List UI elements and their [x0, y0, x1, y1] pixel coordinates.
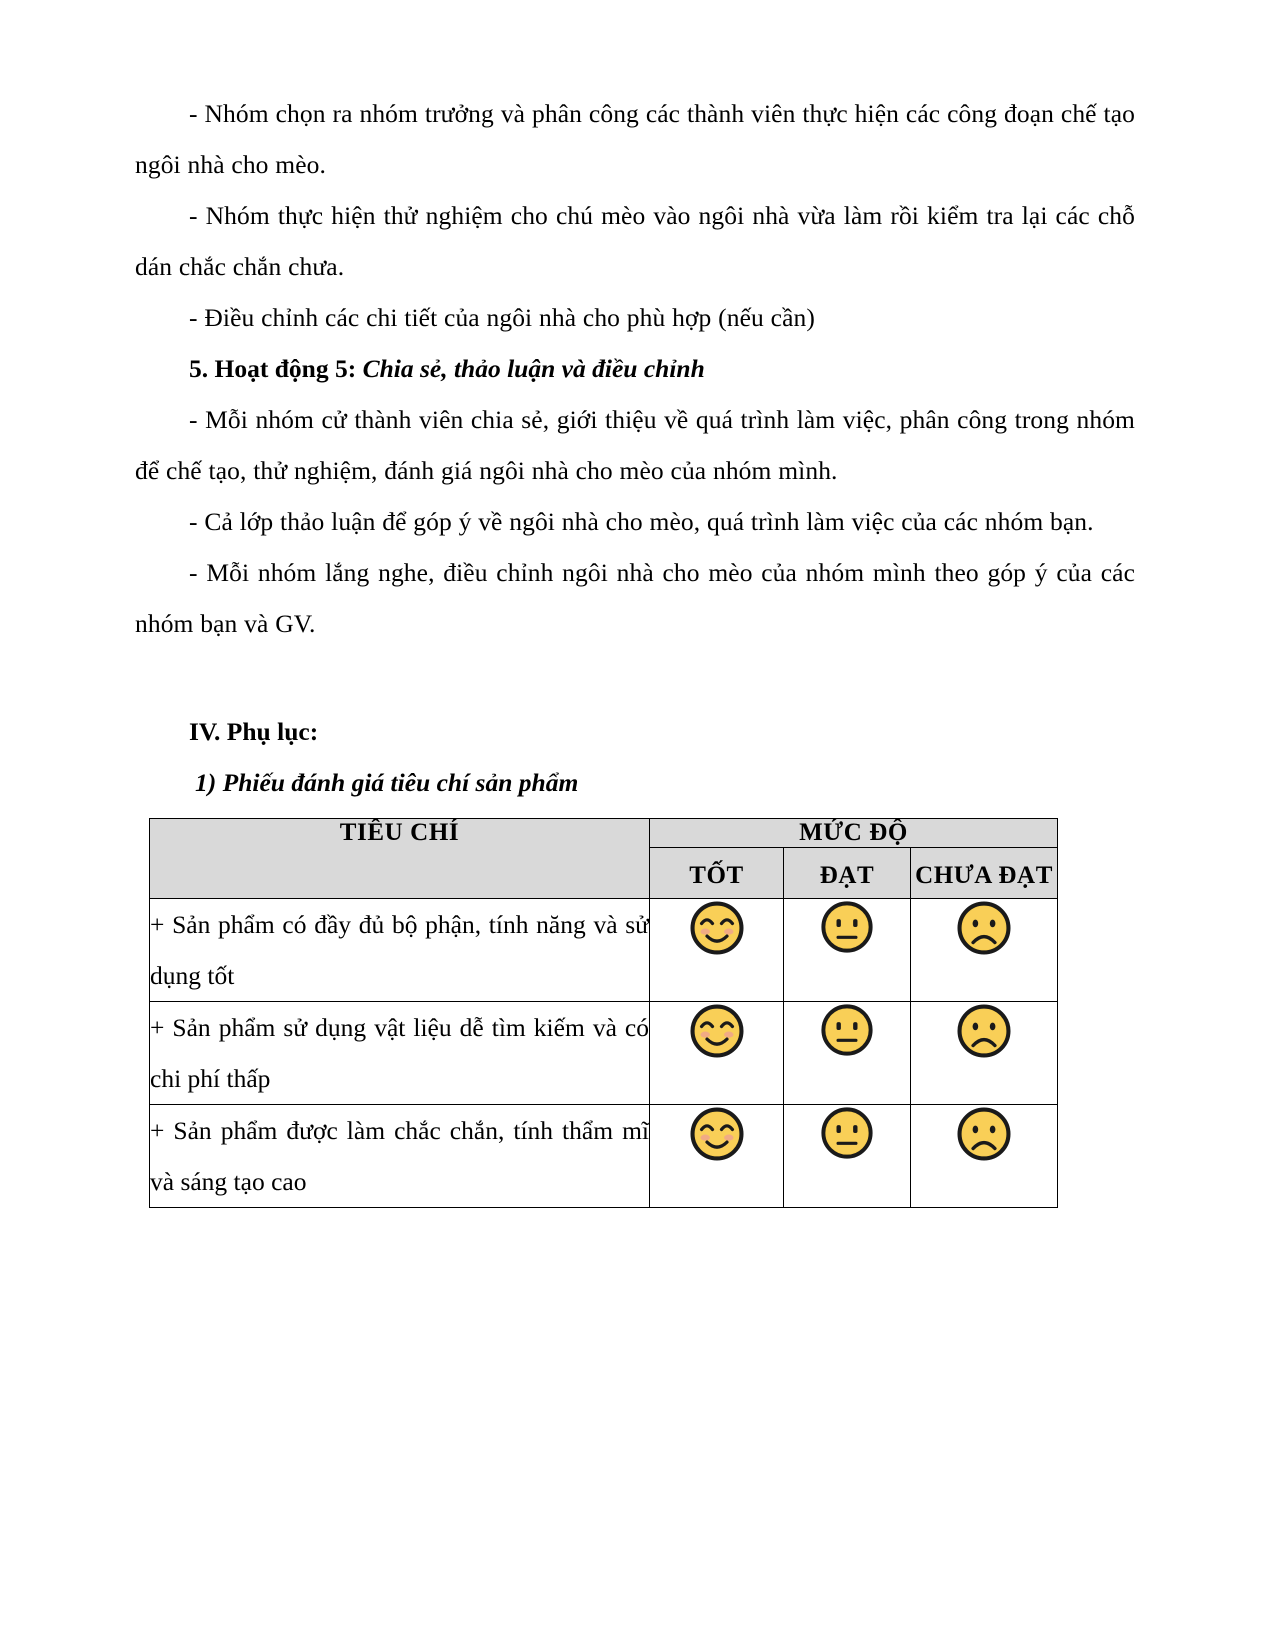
header-level-chua-dat: CHƯA ĐẠT: [911, 848, 1058, 899]
rating-cell-chua-dat[interactable]: [911, 899, 1058, 1002]
smiling-face-icon[interactable]: [650, 1002, 783, 1060]
table-row: [150, 899, 1058, 1002]
rating-cell-chua-dat[interactable]: [911, 1105, 1058, 1208]
activity-5-title: Chia sẻ, thảo luận và điều chỉnh: [362, 354, 705, 383]
criteria-cell: + Sản phẩm có đầy đủ bộ phận, tính năng và sử dụng tốt: [150, 899, 650, 1002]
paragraph-share-introduce: - Mỗi nhóm cử thành viên chia sẻ, giới thiệu về quá trình làm việc, phân công trong nhóm để chế tạo, thử nghiệm, đánh giá ngôi nhà cho mèo của nhóm mình.: [135, 405, 1135, 485]
product-criteria-rubric-table: [149, 818, 1058, 1208]
rating-cell-tot[interactable]: [650, 1002, 784, 1105]
header-criteria: TIÊU CHÍ: [150, 819, 650, 899]
paragraph-adjust-details: - Điều chỉnh các chi tiết của ngôi nhà cho phù hợp (nếu cần): [189, 303, 815, 332]
activity-5-heading: [135, 343, 1135, 394]
paragraph-testing: - Nhóm thực hiện thử nghiệm cho chú mèo vào ngôi nhà vừa làm rồi kiểm tra lại các chỗ dán chắc chắn chưa.: [135, 201, 1135, 281]
paragraph-group-assignment: - Nhóm chọn ra nhóm trưởng và phân công các thành viên thực hiện các công đoạn chế tạo ngôi nhà cho mèo.: [135, 99, 1135, 179]
rating-cell-dat[interactable]: [784, 1105, 911, 1208]
rubric-table-head: [150, 819, 1058, 899]
rating-cell-tot[interactable]: [650, 899, 784, 1002]
table-row: [150, 1105, 1058, 1208]
activity-5-number-label: 5. Hoạt động 5:: [189, 354, 363, 383]
section-spacer: [135, 649, 1135, 706]
rubric-header-row-top: [150, 819, 1058, 848]
frowning-face-icon[interactable]: [911, 1105, 1057, 1163]
rubric-table-body: [150, 899, 1058, 1208]
rating-cell-dat[interactable]: [784, 899, 911, 1002]
neutral-face-icon[interactable]: [784, 1002, 910, 1058]
smiling-face-icon[interactable]: [650, 899, 783, 957]
neutral-face-icon[interactable]: [784, 899, 910, 955]
frowning-face-icon[interactable]: [911, 1002, 1057, 1060]
neutral-face-icon[interactable]: [784, 1105, 910, 1161]
paragraph-listen-adjust: - Mỗi nhóm lắng nghe, điều chỉnh ngôi nhà cho mèo của nhóm mình theo góp ý của các nhóm bạn và GV.: [135, 558, 1135, 638]
criteria-cell: + Sản phẩm được làm chắc chắn, tính thẩm mĩ và sáng tạo cao: [150, 1105, 650, 1208]
criteria-cell: + Sản phẩm sử dụng vật liệu dễ tìm kiếm và có chi phí thấp: [150, 1002, 650, 1105]
paragraph-class-discussion: - Cả lớp thảo luận để góp ý về ngôi nhà cho mèo, quá trình làm việc của các nhóm bạn.: [189, 507, 1094, 536]
header-levels: MỨC ĐỘ: [650, 819, 1058, 848]
rating-cell-chua-dat[interactable]: [911, 1002, 1058, 1105]
smiling-face-icon[interactable]: [650, 1105, 783, 1163]
header-level-dat: ĐẠT: [784, 848, 911, 899]
table-row: [150, 1002, 1058, 1105]
rating-cell-tot[interactable]: [650, 1105, 784, 1208]
header-level-tot: TỐT: [650, 848, 784, 899]
appendix-heading: IV. Phụ lục:: [189, 717, 319, 746]
document-body: [135, 88, 1135, 1208]
frowning-face-icon[interactable]: [911, 899, 1057, 957]
rubric-subsection-heading: 1) Phiếu đánh giá tiêu chí sản phẩm: [195, 768, 579, 797]
rating-cell-dat[interactable]: [784, 1002, 911, 1105]
